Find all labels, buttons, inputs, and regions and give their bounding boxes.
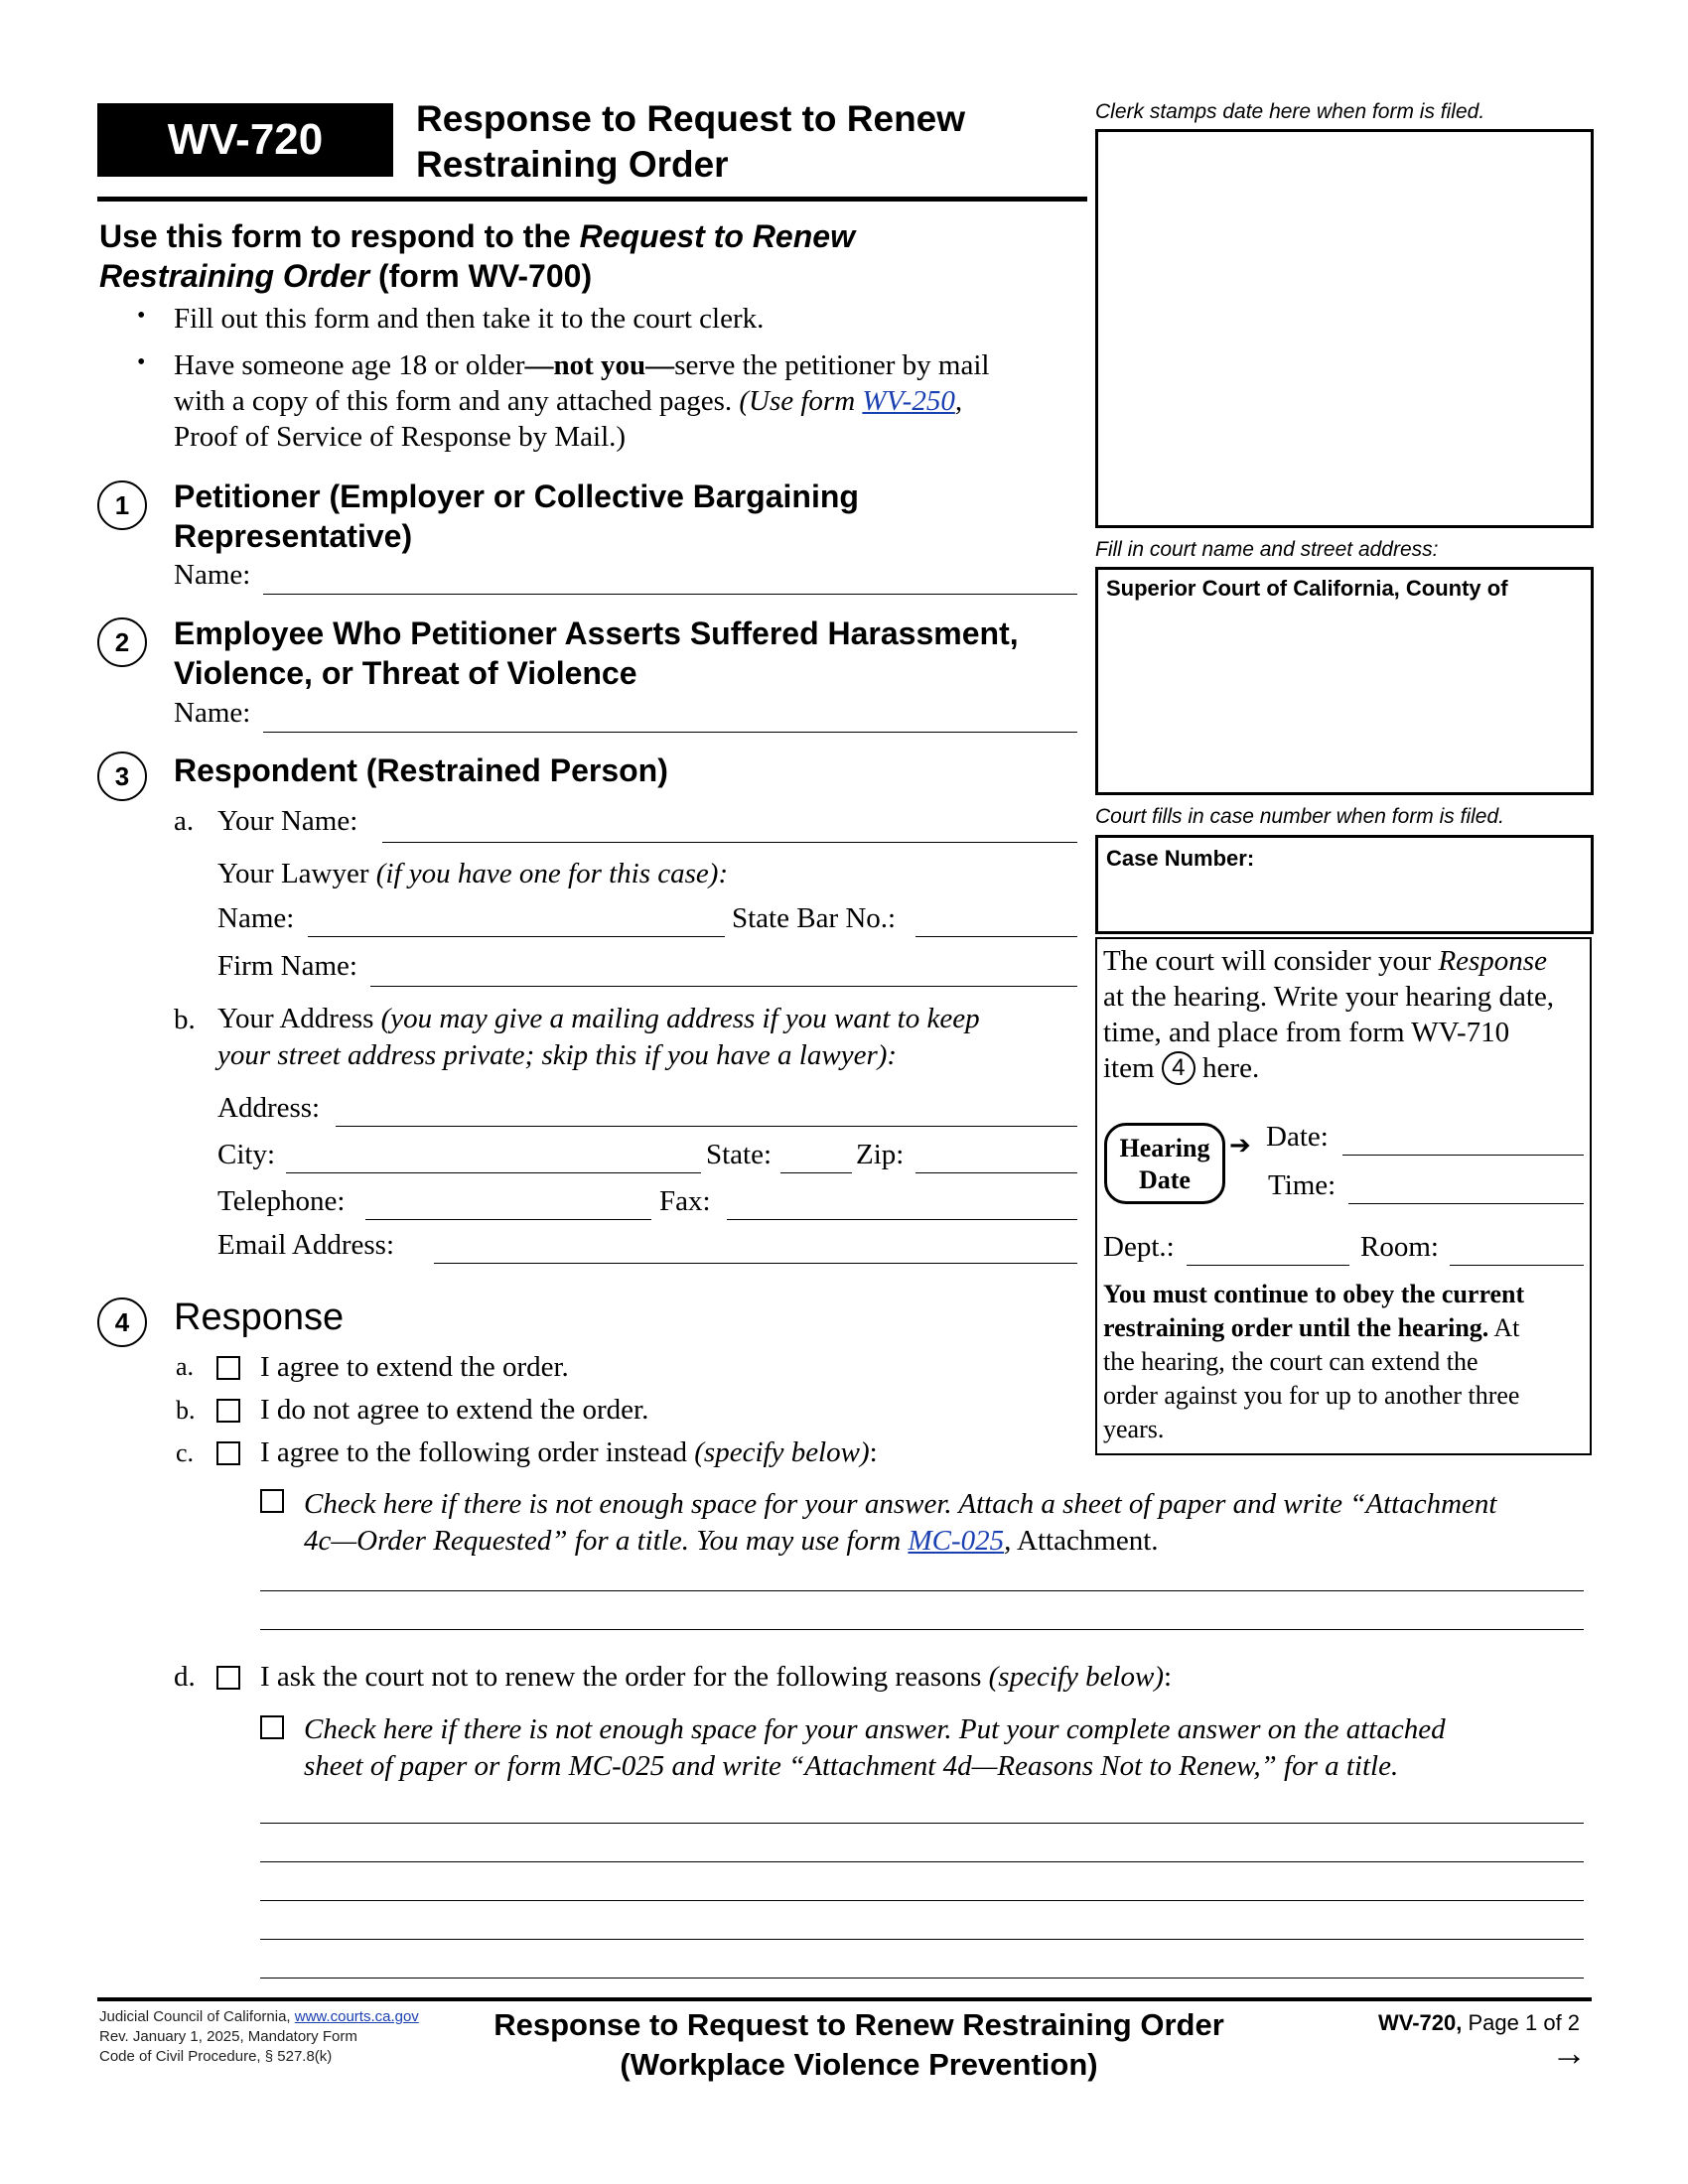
- warning-line2-tail: At: [1488, 1313, 1520, 1342]
- form-title-line1: Response to Request to Renew: [416, 98, 966, 139]
- address-note-1: (you may give a mailing address if you want to keep: [380, 1003, 980, 1034]
- attachment-4c-attachment: Attachment.: [1011, 1525, 1159, 1557]
- address-field[interactable]: [336, 1126, 1077, 1127]
- telephone-label: Telephone:: [217, 1185, 346, 1217]
- hearing-text-line2: at the hearing. Write your hearing date,: [1103, 981, 1555, 1013]
- intro-heading-a: Use this form to respond to the: [99, 218, 580, 254]
- your-name-label: Your Name:: [217, 805, 358, 837]
- section-4-title: Response: [174, 1297, 345, 1338]
- intro-heading: [99, 216, 993, 296]
- attachment-4c-line2-a: 4c—Order Requested” for a title. You may use form: [304, 1525, 909, 1557]
- firm-name-label: Firm Name:: [217, 950, 357, 982]
- order-requested-line-1[interactable]: [260, 1590, 1584, 1591]
- warning-line1: You must continue to obey the current: [1103, 1280, 1525, 1308]
- clerk-stamp-note: Clerk stamps date here when form is filed.: [1095, 100, 1485, 123]
- reasons-line-5[interactable]: [260, 1978, 1584, 1979]
- hearing-room-field[interactable]: [1450, 1265, 1584, 1266]
- lawyer-name-field[interactable]: [308, 936, 725, 937]
- attachment-4c-line1: Check here if there is not enough space for your answer. Attach a sheet of paper and write “Attachment: [304, 1488, 1497, 1520]
- employee-name-label: Name:: [174, 697, 251, 729]
- intro-heading-italic: Request to Renew Restraining Order: [99, 218, 855, 294]
- hearing-text-line3: time, and place from form WV-710: [1103, 1017, 1510, 1048]
- state-bar-field[interactable]: [915, 936, 1077, 937]
- hearing-instructions: [1103, 943, 1554, 1086]
- zip-label: Zip:: [856, 1139, 905, 1170]
- bullet2-line3: Proof of Service of Response by Mail.): [174, 421, 627, 453]
- section-2-title-line2: Violence, or Threat of Violence: [174, 655, 637, 691]
- hearing-text-a: The court will consider your: [1103, 945, 1439, 977]
- bullet2-line2-b: (Use form: [739, 385, 863, 417]
- case-number-label: Case Number:: [1106, 846, 1255, 871]
- hearing-arrow-icon: ➔: [1229, 1130, 1251, 1160]
- petitioner-name-label: Name:: [174, 559, 251, 591]
- not-agree-extend-checkbox[interactable]: [216, 1399, 240, 1423]
- attachment-4d-checkbox[interactable]: [260, 1715, 284, 1739]
- address-label-text: Your Address: [217, 1003, 381, 1034]
- warning-line3: the hearing, the court can extend the: [1103, 1347, 1478, 1376]
- option-c-letter: c.: [176, 1438, 195, 1467]
- hearing-dept-label: Dept.:: [1103, 1231, 1175, 1263]
- bullet-1-icon: •: [137, 303, 146, 329]
- footer-code: Code of Civil Procedure, § 527.8(k): [99, 2048, 333, 2065]
- address-label: Address:: [217, 1092, 321, 1124]
- mc-025-link[interactable]: MC-025: [908, 1525, 1005, 1557]
- firm-name-field[interactable]: [370, 986, 1077, 987]
- section-1-title-line2: Representative): [174, 518, 413, 554]
- section-2-title-line1: Employee Who Petitioner Asserts Suffered Harassment,: [174, 615, 1019, 651]
- intro-bullet-1: Fill out this form and then take it to the court clerk.: [174, 303, 765, 335]
- hearing-text-response: Response: [1438, 945, 1547, 977]
- email-field[interactable]: [434, 1263, 1077, 1264]
- footer-title: [427, 2005, 1291, 2085]
- agree-following-note: (specify below): [694, 1436, 870, 1468]
- clerk-stamp-box: [1095, 129, 1594, 528]
- option-b-letter: b.: [176, 1396, 196, 1425]
- your-name-field[interactable]: [382, 842, 1077, 843]
- footer-title-line2: (Workplace Violence Prevention): [620, 2047, 1098, 2082]
- wv-250-link[interactable]: WV-250: [862, 385, 955, 417]
- attachment-4d-line1: Check here if there is not enough space for your answer. Put your complete answer on the attached: [304, 1713, 1446, 1745]
- reasons-line-4[interactable]: [260, 1939, 1584, 1940]
- hearing-dept-field[interactable]: [1187, 1265, 1349, 1266]
- bullet-2-icon: •: [137, 349, 146, 375]
- court-name-label: Superior Court of California, County of: [1106, 576, 1508, 601]
- not-renew-text: I ask the court not to renew the order for the following reasons: [260, 1661, 989, 1693]
- section-3-number: 3: [97, 751, 147, 801]
- form-title-line2: Restraining Order: [416, 144, 729, 185]
- not-renew-label: [260, 1663, 1172, 1692]
- footer-org: Judicial Council of California,: [99, 2008, 295, 2025]
- your-lawyer-label: [217, 860, 728, 888]
- petitioner-name-field[interactable]: [263, 594, 1077, 595]
- attachment-4c-note: [304, 1486, 1496, 1560]
- case-number-box[interactable]: [1095, 835, 1594, 934]
- your-lawyer-note: (if you have one for this case):: [375, 858, 729, 889]
- city-field[interactable]: [286, 1172, 701, 1173]
- email-label: Email Address:: [217, 1229, 395, 1261]
- hearing-time-label: Time:: [1268, 1169, 1336, 1201]
- hearing-badge-line1: Hearing: [1119, 1134, 1210, 1162]
- hearing-date-field[interactable]: [1342, 1155, 1584, 1156]
- employee-name-field[interactable]: [263, 732, 1077, 733]
- hearing-date-badge: [1104, 1123, 1225, 1204]
- state-field[interactable]: [780, 1172, 852, 1173]
- agree-following-text: I agree to the following order instead: [260, 1436, 695, 1468]
- order-requested-line-2[interactable]: [260, 1629, 1584, 1630]
- courts-website-link[interactable]: www.courts.ca.gov: [294, 2008, 419, 2025]
- attachment-4d-line2: sheet of paper or form MC-025 and write “Attachment 4d—Reasons Not to Renew,” for a title.: [304, 1750, 1399, 1782]
- reasons-line-1[interactable]: [260, 1823, 1584, 1824]
- not-renew-colon: :: [1164, 1661, 1173, 1693]
- section-1-number: 1: [97, 480, 147, 530]
- agree-following-label: [260, 1438, 878, 1467]
- intro-heading-b: (form WV-700): [369, 258, 593, 294]
- fax-field[interactable]: [727, 1219, 1077, 1220]
- footer-rev: Rev. January 1, 2025, Mandatory Form: [99, 2028, 357, 2045]
- not-renew-note: (specify below): [988, 1661, 1164, 1693]
- section-2-number: 2: [97, 617, 147, 667]
- header-rule: [97, 197, 1087, 202]
- option-a-letter: a.: [176, 1352, 195, 1381]
- footer-title-line1: Response to Request to Renew Restraining Order: [493, 2007, 1224, 2042]
- section-3-title: Respondent (Restrained Person): [174, 752, 668, 788]
- state-label: State:: [706, 1139, 773, 1170]
- bullet2-line2-c: ,: [954, 385, 963, 417]
- hearing-text-item: item: [1103, 1052, 1162, 1084]
- hearing-time-field[interactable]: [1348, 1203, 1584, 1204]
- bullet2-line2-a: with a copy of this form and any attached pages.: [174, 385, 740, 417]
- not-agree-extend-label: I do not agree to extend the order.: [260, 1394, 649, 1426]
- attachment-4c-comma: ,: [1004, 1525, 1012, 1557]
- item-4-circle: 4: [1162, 1051, 1196, 1085]
- agree-following-checkbox[interactable]: [216, 1441, 240, 1465]
- section-1-title: [174, 477, 859, 556]
- city-label: City:: [217, 1139, 276, 1170]
- hearing-text-here: here.: [1195, 1052, 1260, 1084]
- case-number-note: Court fills in case number when form is filed.: [1095, 805, 1504, 828]
- section-2-title: [174, 614, 1019, 693]
- option-d-letter: d.: [174, 1661, 196, 1693]
- footer-form-code: WV-720,: [1378, 2010, 1463, 2035]
- telephone-field[interactable]: [365, 1219, 651, 1220]
- next-page-arrow-icon[interactable]: →: [1551, 2032, 1587, 2073]
- court-name-box[interactable]: [1095, 567, 1594, 795]
- bullet2-a: Have someone age 18 or older: [174, 349, 525, 381]
- obey-warning: [1103, 1278, 1524, 1446]
- agree-following-colon: :: [869, 1436, 878, 1468]
- zip-field[interactable]: [915, 1172, 1077, 1173]
- footer-rule: [97, 1997, 1592, 2001]
- court-name-note: Fill in court name and street address:: [1095, 538, 1439, 561]
- agree-extend-checkbox[interactable]: [216, 1356, 240, 1380]
- your-lawyer-text: Your Lawyer: [217, 858, 376, 889]
- address-note-2: your street address private; skip this if you have a lawyer):: [217, 1039, 898, 1071]
- lawyer-name-label: Name:: [217, 902, 295, 934]
- section-3a-letter: a.: [174, 805, 195, 837]
- warning-line2-bold: restraining order until the hearing.: [1103, 1313, 1489, 1342]
- attachment-4c-checkbox[interactable]: [260, 1489, 284, 1513]
- bullet2-c: serve the petitioner by mail: [674, 349, 990, 381]
- form-title: [416, 96, 965, 188]
- form-code-box: [97, 103, 393, 177]
- attachment-4d-note: [304, 1711, 1446, 1785]
- hearing-date-label: Date:: [1266, 1121, 1329, 1153]
- footer-citation: [99, 2007, 419, 2067]
- state-bar-label: State Bar No.:: [732, 902, 897, 934]
- reasons-line-2[interactable]: [260, 1861, 1584, 1862]
- agree-extend-label: I agree to extend the order.: [260, 1351, 569, 1383]
- footer-page-info: [1378, 2010, 1580, 2036]
- warning-line5: years.: [1103, 1415, 1165, 1443]
- hearing-room-label: Room:: [1360, 1231, 1439, 1263]
- fax-label: Fax:: [659, 1185, 711, 1217]
- reasons-line-3[interactable]: [260, 1900, 1584, 1901]
- form-code: WV-720: [167, 115, 324, 164]
- warning-line4: order against you for up to another three: [1103, 1381, 1520, 1410]
- section-1-title-line1: Petitioner (Employer or Collective Bargaining: [174, 478, 859, 514]
- footer-page-number: Page 1 of 2: [1462, 2010, 1581, 2035]
- intro-bullet-2: [174, 347, 989, 455]
- bullet2-not-you: —not you—: [524, 349, 675, 381]
- hearing-badge-line2: Date: [1139, 1165, 1191, 1194]
- section-3b-letter: b.: [174, 1004, 196, 1035]
- section-4-number: 4: [97, 1297, 147, 1347]
- not-renew-checkbox[interactable]: [216, 1666, 240, 1690]
- your-address-label: [217, 1001, 980, 1074]
